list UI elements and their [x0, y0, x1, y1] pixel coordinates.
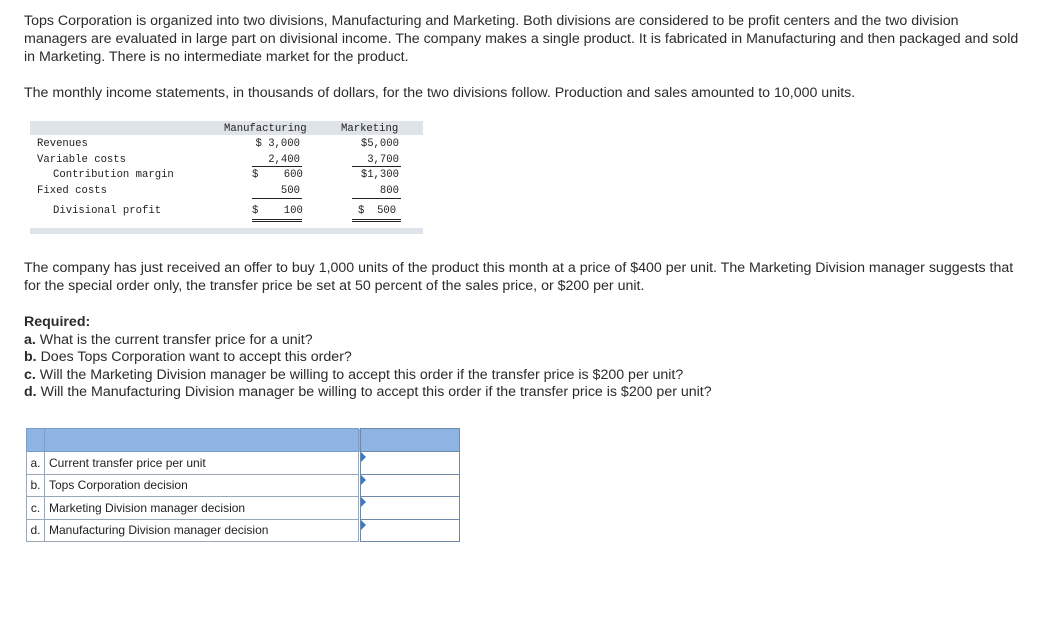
mkt-revenues: $5,000	[360, 138, 399, 150]
row-label: Fixed costs	[37, 185, 107, 197]
row-label: Manufacturing Division manager decision	[45, 519, 359, 542]
answer-table	[26, 428, 460, 542]
mfg-contribution-margin: $ 600	[252, 169, 303, 181]
row-label: Divisional profit	[53, 205, 162, 217]
required-item: a. What is the current transfer price for a unit?	[24, 331, 313, 348]
mkt-variable-costs: 3,700	[367, 154, 399, 166]
row-letter: b.	[27, 474, 45, 497]
row-label: Tops Corporation decision	[45, 474, 359, 497]
row-label: Contribution margin	[53, 169, 174, 181]
row-letter: c.	[27, 497, 45, 520]
double-underline	[352, 219, 401, 220]
income-statement	[30, 121, 423, 234]
mfg-fixed-costs: 500	[280, 185, 300, 197]
intro-paragraph: Tops Corporation is organized into two divisions, Manufacturing and Marketing. Both divisions are considered to be profit centers and the two division managers are evaluated in large part on divisional income. The company makes a single product. It is fabricated in Manufacturing and then packaged and sold in Marketing. There is no intermediate market for the product.	[24, 13, 1019, 65]
row-label: Marketing Division manager decision	[45, 497, 359, 520]
offer-paragraph: The company has just received an offer to buy 1,000 units of the product this month at a price of $400 per unit. The Marketing Division manager suggests that for the special order only, the transfer price be set at 50 percent of the sales price, or $200 per unit.	[24, 260, 1014, 294]
underline	[352, 166, 401, 167]
answer-row-d	[27, 519, 460, 542]
mkt-fixed-costs: 800	[379, 185, 399, 197]
double-underline	[252, 221, 302, 222]
row-letter: d.	[27, 519, 45, 542]
statement-intro: The monthly income statements, in thousands of dollars, for the two divisions follow. Production and sales amounted to 10,000 units.	[24, 85, 856, 101]
row-letter: a.	[27, 452, 45, 475]
footer-band	[30, 228, 423, 234]
mkt-contribution-margin: $1,300	[360, 169, 399, 181]
required-item: b. Does Tops Corporation want to accept this order?	[24, 349, 352, 365]
answer-input-b[interactable]	[363, 477, 457, 495]
answer-row-a	[27, 452, 460, 475]
answer-row-c	[27, 497, 460, 520]
underline	[352, 198, 401, 199]
required-item: d. Will the Manufacturing Division manager be willing to accept this order if the transfer price is $200 per unit?	[24, 384, 712, 400]
required-section	[24, 314, 1024, 402]
mfg-revenues: $ 3,000	[255, 138, 300, 150]
mfg-divisional-profit: $ 100	[252, 205, 303, 217]
double-underline	[252, 219, 302, 220]
required-item: c. Will the Marketing Division manager be willing to accept this order if the transfer price is $200 per unit?	[24, 366, 684, 383]
mfg-variable-costs: 2,400	[268, 154, 300, 166]
answer-table-header	[27, 429, 460, 452]
answer-input-a[interactable]	[363, 454, 457, 472]
required-heading: Required:	[24, 314, 91, 330]
row-label: Current transfer price per unit	[45, 452, 359, 475]
underline	[252, 198, 302, 199]
answer-input-c[interactable]	[363, 499, 457, 517]
underline	[252, 166, 302, 167]
answer-input-d[interactable]	[363, 522, 457, 540]
row-label: Revenues	[37, 138, 88, 150]
col-manufacturing: Manufacturing	[224, 123, 307, 135]
mkt-divisional-profit: $ 500	[358, 205, 397, 217]
answer-row-b	[27, 474, 460, 497]
row-label: Variable costs	[37, 154, 127, 166]
col-marketing: Marketing	[341, 123, 399, 135]
double-underline	[352, 221, 401, 222]
